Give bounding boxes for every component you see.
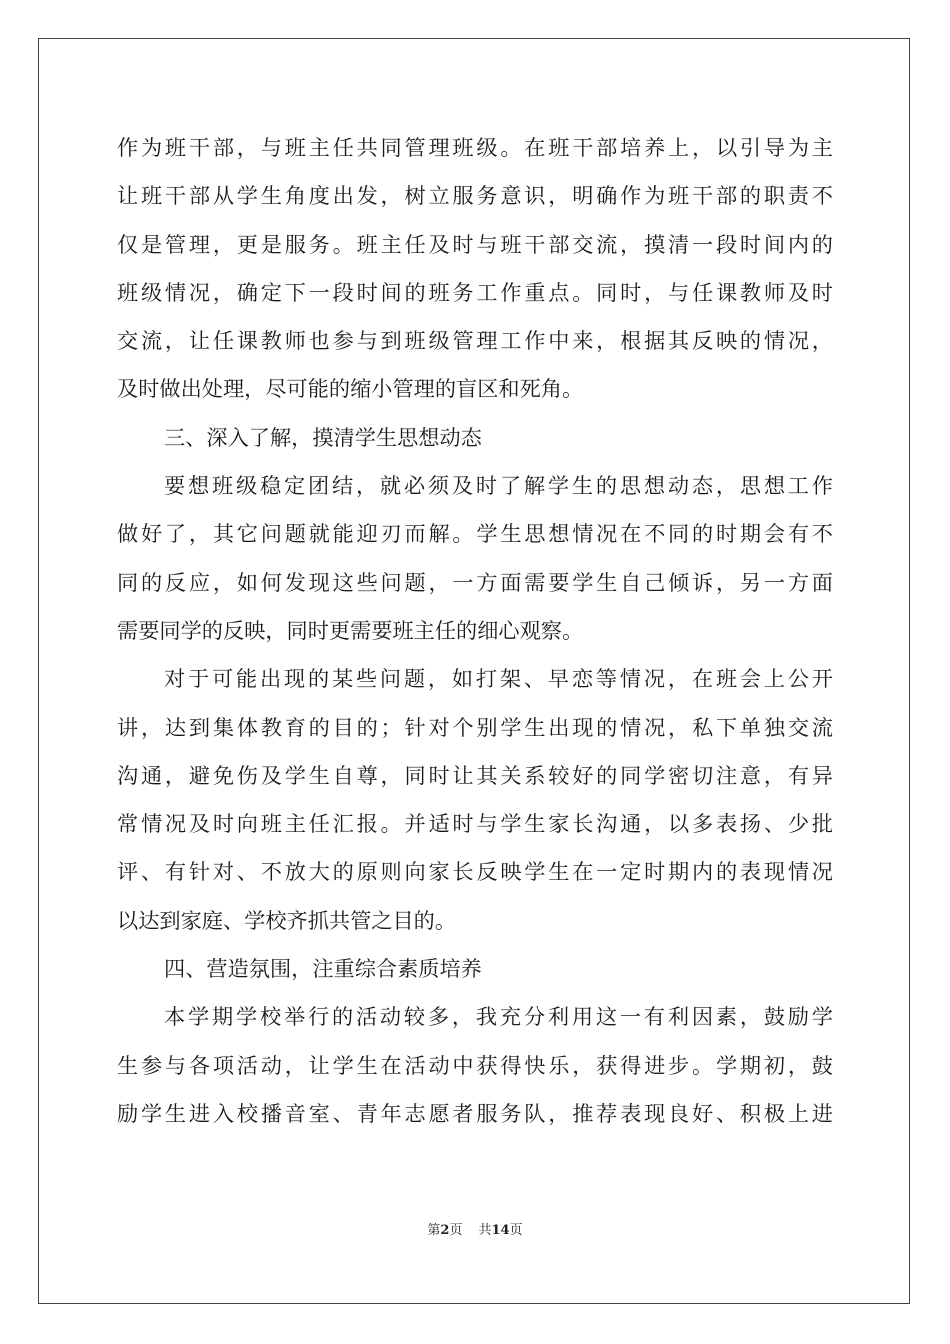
- total-unit: 页: [509, 1223, 523, 1238]
- page-total: 14: [491, 1223, 510, 1238]
- paragraph-line: 沟通，避免伤及学生自尊，同时让其关系较好的同学密切注意，有异: [117, 762, 833, 788]
- paragraph-line: 励学生进入校播音室、青年志愿者服务队，推荐表现良好、积极上进: [117, 1100, 833, 1126]
- paragraph-line: 本学期学校举行的活动较多，我充分利用这一有利因素，鼓励学: [164, 1004, 833, 1030]
- paragraph-line: 及时做出处理，尽可能的缩小管理的盲区和死角。: [117, 376, 584, 402]
- paragraph-line: 作为班干部，与班主任共同管理班级。在班干部培养上，以引导为主: [117, 135, 833, 160]
- paragraph-line: 常情况及时向班主任汇报。并适时与学生家长沟通，以多表扬、少批: [117, 811, 833, 837]
- paragraph-line: 讲，达到集体教育的目的；针对个别学生出现的情况，私下单独交流: [117, 714, 833, 740]
- page-prefix: 第: [427, 1223, 441, 1238]
- paragraph-line: 对于可能出现的某些问题，如打架、早恋等情况，在班会上公开: [164, 666, 833, 692]
- paragraph-line: 让班干部从学生角度出发，树立服务意识，明确作为班干部的职责不: [117, 183, 833, 209]
- paragraph-line: 评、有针对、不放大的原则向家长反映学生在一定时期内的表现情况: [117, 859, 833, 885]
- paragraph-line: 以达到家庭、学校齐抓共管之目的。: [117, 907, 457, 933]
- section-heading: 三、深入了解，摸清学生思想动态: [164, 424, 482, 450]
- page-number: 2: [440, 1223, 450, 1238]
- paragraph-line: 需要同学的反映，同时更需要班主任的细心观察。: [117, 617, 584, 643]
- paragraph-line: 同的反应，如何发现这些问题，一方面需要学生自己倾诉，另一方面: [117, 569, 833, 595]
- document-body: [117, 124, 833, 1138]
- paragraph-line: 仅是管理，更是服务。班主任及时与班干部交流，摸清一段时间内的: [117, 231, 833, 257]
- paragraph-line: 生参与各项活动，让学生在活动中获得快乐，获得进步。学期初，鼓: [117, 1052, 833, 1078]
- total-prefix: 共: [478, 1223, 492, 1238]
- paragraph-line: 要想班级稳定团结，就必须及时了解学生的思想动态，思想工作: [164, 473, 833, 499]
- paragraph-line: 交流，让任课教师也参与到班级管理工作中来，根据其反映的情况，: [117, 328, 833, 354]
- page-unit: 页: [449, 1223, 463, 1238]
- section-heading: 四、营造氛围，注重综合素质培养: [164, 956, 482, 982]
- page-footer: [0, 1219, 950, 1238]
- paragraph-line: 做好了，其它问题就能迎刃而解。学生思想情况在不同的时期会有不: [117, 521, 833, 547]
- paragraph-line: 班级情况，确定下一段时间的班务工作重点。同时，与任课教师及时: [117, 279, 833, 305]
